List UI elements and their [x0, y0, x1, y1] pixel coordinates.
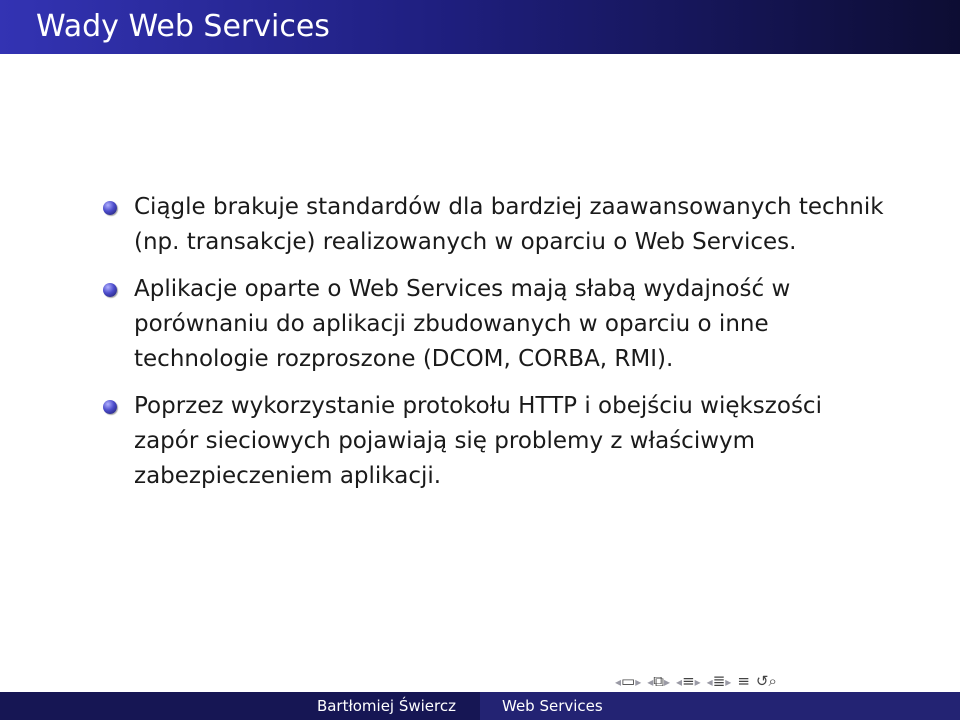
footer-short-title: Web Services	[502, 697, 603, 715]
slide-title: Wady Web Services	[36, 9, 330, 44]
footer-author: Bartłomiej Świercz	[316, 697, 456, 715]
slide-content	[100, 190, 890, 506]
list-item	[100, 389, 890, 494]
footer-author-box	[0, 692, 480, 720]
footer-title-box	[480, 692, 960, 720]
list-item-text: Ciągle brakuje standardów dla bardziej zaawansowanych technik (np. transakcje) realizowanych w oparciu o Web Services.	[134, 194, 884, 255]
list-item	[100, 272, 890, 377]
bullet-icon	[103, 283, 117, 297]
nav-search-icon[interactable]: ↺⌕	[755, 672, 777, 690]
title-bar	[0, 0, 960, 54]
navigation-bar	[615, 670, 955, 692]
nav-document-icon[interactable]: ≡	[737, 672, 750, 690]
list-item	[100, 190, 890, 260]
nav-subsection-list-icon[interactable]: ◂≣▸	[706, 672, 732, 690]
list-item-text: Poprzez wykorzystanie protokołu HTTP i obejściu większości zapór sieciowych pojawiają się problemy z właściwym zabezpieczeniem aplikacji.	[134, 393, 822, 489]
bullet-icon	[103, 400, 117, 414]
nav-section-icon[interactable]: ◂≡▸	[676, 672, 701, 690]
list-item-text: Aplikacje oparte o Web Services mają słabą wydajność w porównaniu do aplikacji zbudowanych w oparciu o inne technologie rozproszone (DCOM, CORBA, RMI).	[134, 276, 791, 372]
bullet-icon	[103, 201, 117, 215]
nav-frame-icon[interactable]: ◂▭▸	[615, 672, 642, 690]
footer-bar	[0, 692, 960, 720]
nav-subsection-icon[interactable]: ◂⧉▸	[647, 672, 671, 690]
